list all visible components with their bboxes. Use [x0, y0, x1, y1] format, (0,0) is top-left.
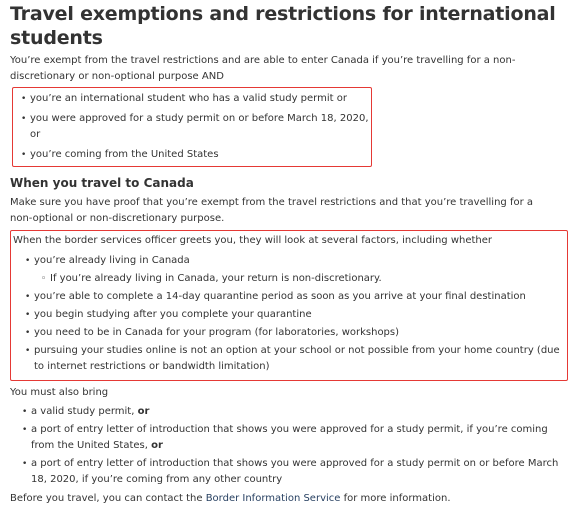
list-item-conjunction: or [137, 406, 150, 417]
list-item: • you need to be in Canada for your program (for laboratories, workshops) [25, 325, 561, 341]
list-item: • you were approved for a study permit on or before March 18, 2020, or [21, 111, 371, 143]
factors-list [13, 253, 561, 375]
list-item-text: a port of entry letter of introduction that shows you were approved for a study permit, if you’re coming from the United States, [31, 424, 548, 451]
sub-list-item: ◦ If you’re already living in Canada, your return is non-discretionary. [41, 271, 561, 287]
outro-text-before: Before you travel, you can contact the [10, 493, 206, 504]
page-title: Travel exemptions and restrictions for international students [10, 3, 556, 49]
list-item-text: a valid study permit, [31, 406, 138, 417]
list-item [22, 404, 561, 420]
bring-list [10, 404, 576, 488]
exempt-conditions-highlight [12, 87, 372, 167]
section-heading: When you travel to Canada [10, 176, 194, 190]
list-item: • you’re already living in Canada [25, 253, 561, 269]
list-item: • you begin studying after you complete your quarantine [25, 307, 561, 323]
bring-intro: You must also bring [10, 387, 109, 398]
factors-highlight [10, 230, 568, 381]
intro-paragraph: You’re exempt from the travel restrictions and are able to enter Canada if you’re travelling for a non-discretionary or non-optional purpose AND [10, 55, 516, 82]
border-information-service-link[interactable]: Border Information Service [205, 493, 341, 504]
exempt-conditions-list [21, 91, 371, 163]
proof-paragraph: Make sure you have proof that you’re exempt from the travel restrictions and that you’re travelling for a non-optional or non-discretionary purpose. [10, 197, 533, 224]
bring-section [10, 385, 576, 488]
list-item: • you’re coming from the United States [21, 147, 371, 163]
list-item: • you’re able to complete a 14-day quarantine period as soon as you arrive at your final destination [25, 289, 561, 305]
outro-paragraph [10, 491, 576, 507]
outro-text-after: for more information. [340, 493, 451, 504]
list-item: • pursuing your studies online is not an option at your school or not possible from your home country (due to internet restrictions or bandwidth limitation) [25, 343, 561, 375]
list-item [22, 422, 561, 454]
article [10, 2, 576, 507]
list-item: • you’re an international student who has a valid study permit or [21, 91, 371, 107]
officer-paragraph: When the border services officer greets you, they will look at several factors, including whether [13, 235, 493, 246]
list-item-text: a port of entry letter of introduction that shows you were approved for a study permit on or before March 18, 2020, if you’re coming from any other country [31, 458, 559, 485]
list-item-conjunction: or [151, 440, 163, 451]
